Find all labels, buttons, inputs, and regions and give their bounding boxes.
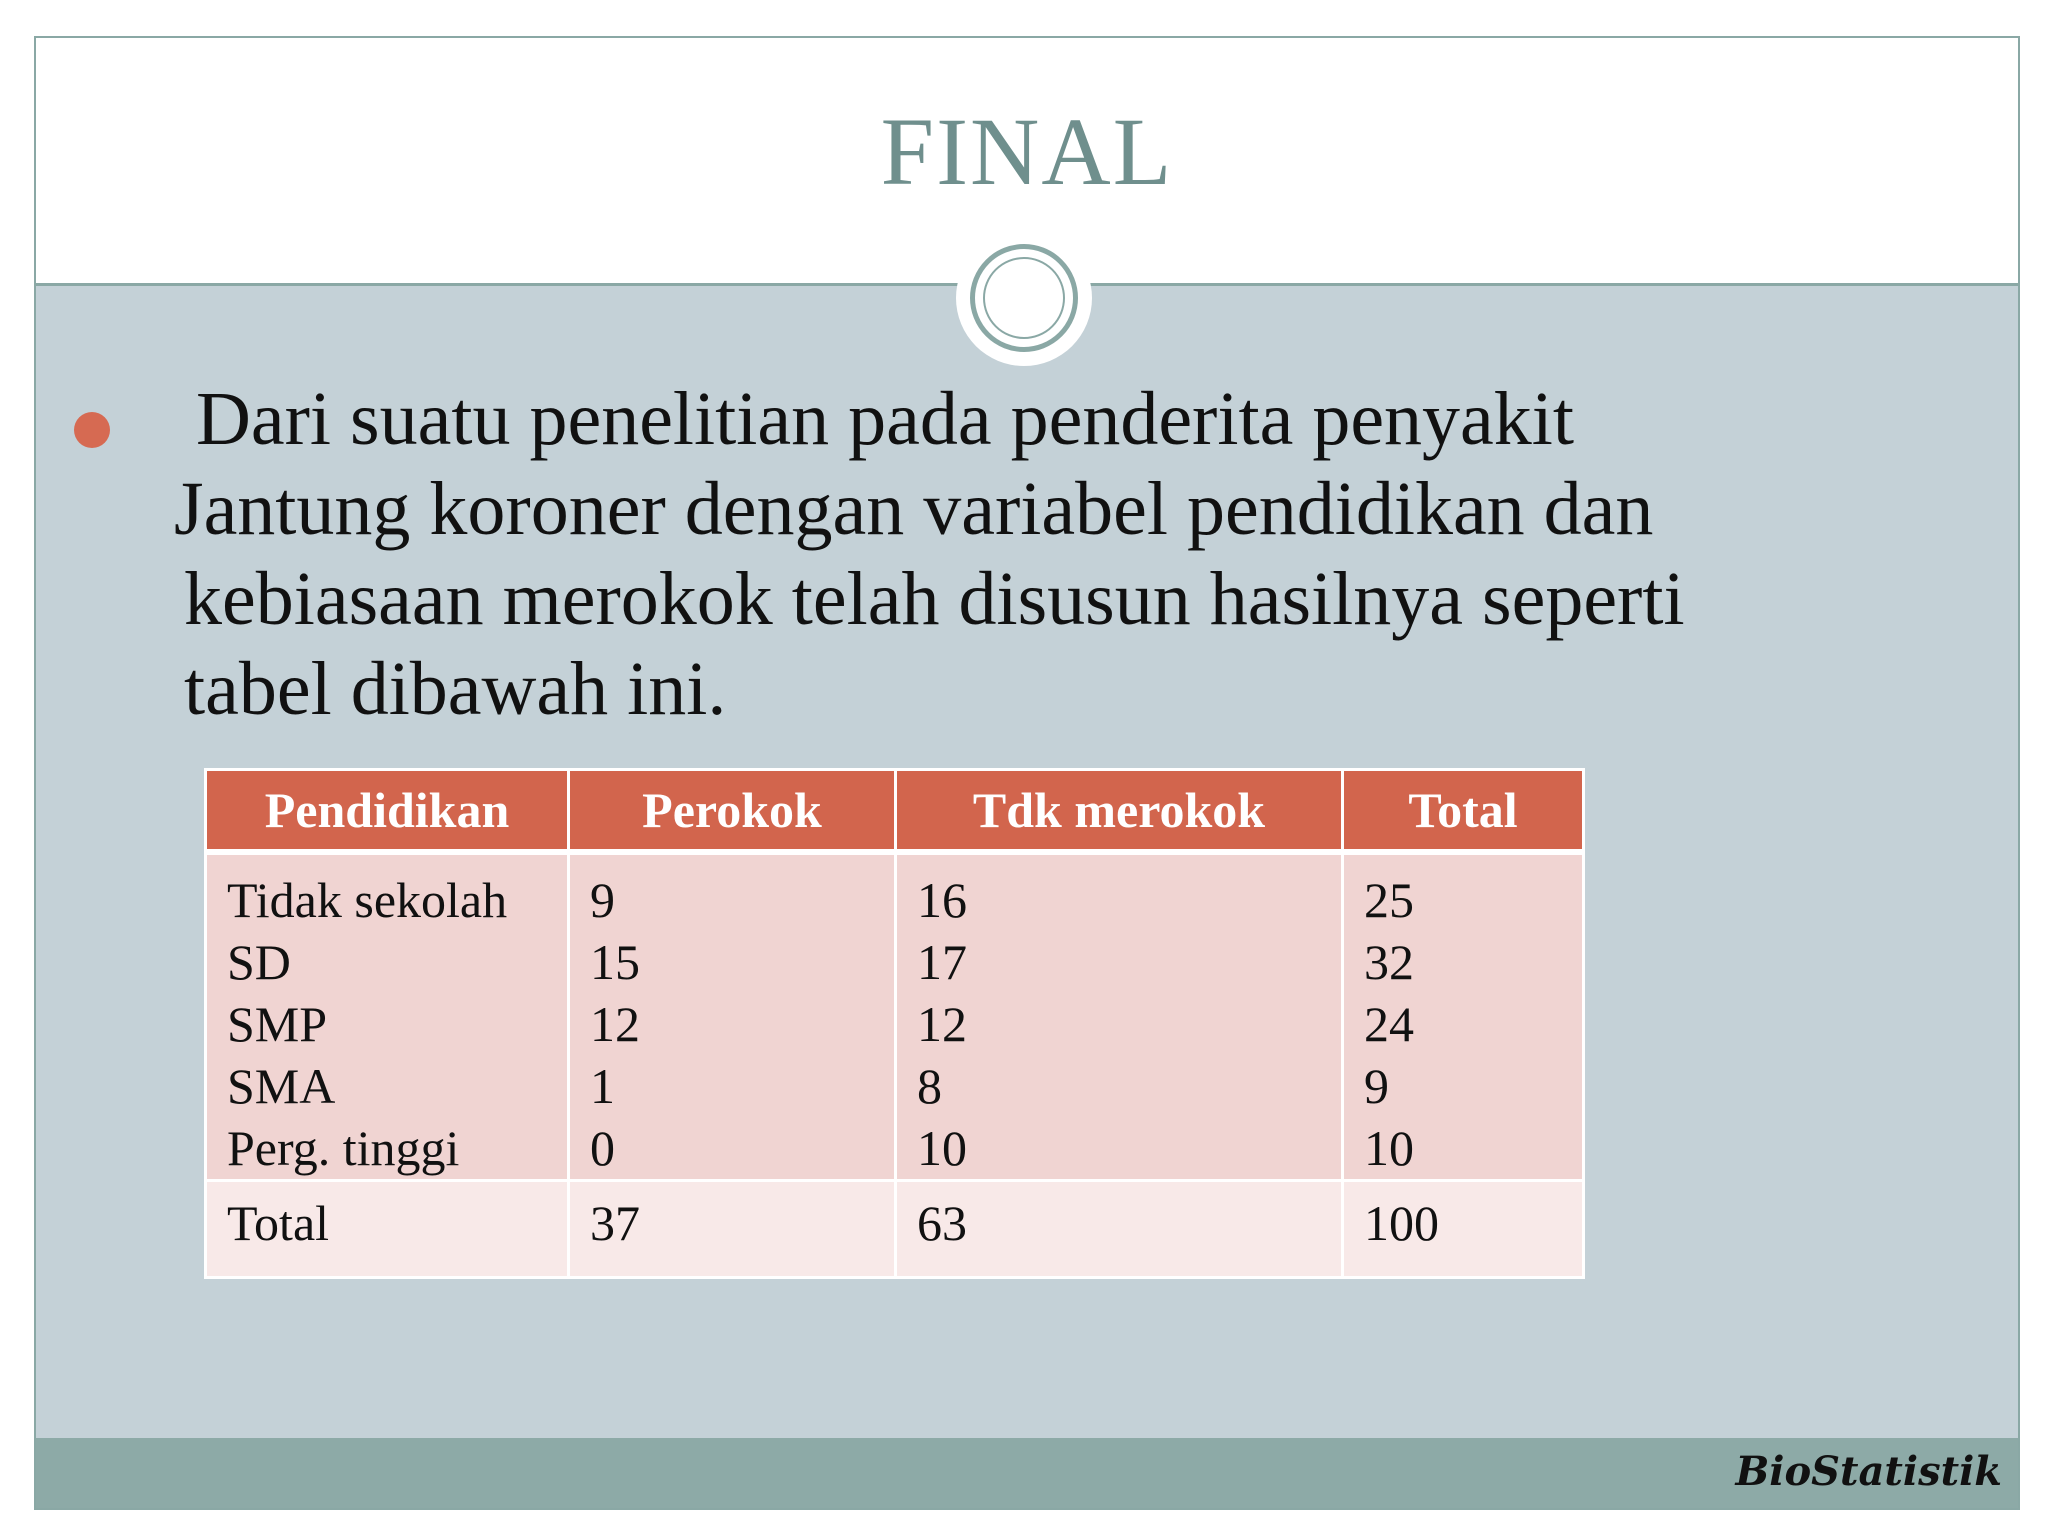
body-line-3: kebiasaan merokok telah disusun hasilnya seperti xyxy=(184,557,1685,641)
footer-bar xyxy=(36,1438,2018,1508)
table-body xyxy=(206,852,1584,1181)
table-cell: Perg. tinggi xyxy=(227,1120,460,1176)
table-cell: 17 xyxy=(917,934,967,990)
data-table xyxy=(204,768,1585,1279)
ornament-outer-ring xyxy=(970,244,1078,352)
table-total-row xyxy=(206,1181,1584,1278)
table-cell: 15 xyxy=(590,934,640,990)
column-total xyxy=(1343,852,1584,1181)
table-cell: 9 xyxy=(590,872,615,928)
total-tdk-merokok: 63 xyxy=(896,1181,1343,1278)
circle-ornament-icon xyxy=(956,230,1092,366)
column-pendidikan xyxy=(206,852,569,1181)
body-line-4: tabel dibawah ini. xyxy=(184,647,727,731)
column-perokok xyxy=(569,852,896,1181)
body-line-1: Dari suatu penelitian pada penderita penyakit xyxy=(196,377,1575,461)
header-pendidikan: Pendidikan xyxy=(206,770,569,853)
column-tdk-merokok xyxy=(896,852,1343,1181)
total-perokok: 37 xyxy=(569,1181,896,1278)
header-perokok: Perokok xyxy=(569,770,896,853)
slide-title: FINAL xyxy=(880,98,1174,205)
table-cell: 8 xyxy=(917,1058,942,1114)
table-cell: 16 xyxy=(917,872,967,928)
slide xyxy=(34,36,2020,1510)
table-cell: 12 xyxy=(917,996,967,1052)
table-cell: SMA xyxy=(227,1058,336,1114)
table-cell: 25 xyxy=(1364,872,1414,928)
table-header-row xyxy=(206,770,1584,853)
header-total: Total xyxy=(1343,770,1584,853)
total-label: Total xyxy=(206,1181,569,1278)
ornament-inner-ring xyxy=(983,257,1065,339)
table-cell: 1 xyxy=(590,1058,615,1114)
table-cell: SD xyxy=(227,934,291,990)
table-cell: 9 xyxy=(1364,1058,1389,1114)
table-cell: Tidak sekolah xyxy=(227,872,508,928)
table-cell: 10 xyxy=(917,1120,967,1176)
body-text xyxy=(80,374,1980,734)
table-cell: 12 xyxy=(590,996,640,1052)
table-cell: 24 xyxy=(1364,996,1414,1052)
total-total: 100 xyxy=(1343,1181,1584,1278)
table-cell: 10 xyxy=(1364,1120,1414,1176)
table-cell: 0 xyxy=(590,1120,615,1176)
table-cell: 32 xyxy=(1364,934,1414,990)
header-tdk-merokok: Tdk merokok xyxy=(896,770,1343,853)
footer-label: BioStatistik xyxy=(1735,1448,2002,1495)
table-cell: SMP xyxy=(227,996,328,1052)
body-line-2: Jantung koroner dengan variabel pendidikan dan xyxy=(174,467,1654,551)
